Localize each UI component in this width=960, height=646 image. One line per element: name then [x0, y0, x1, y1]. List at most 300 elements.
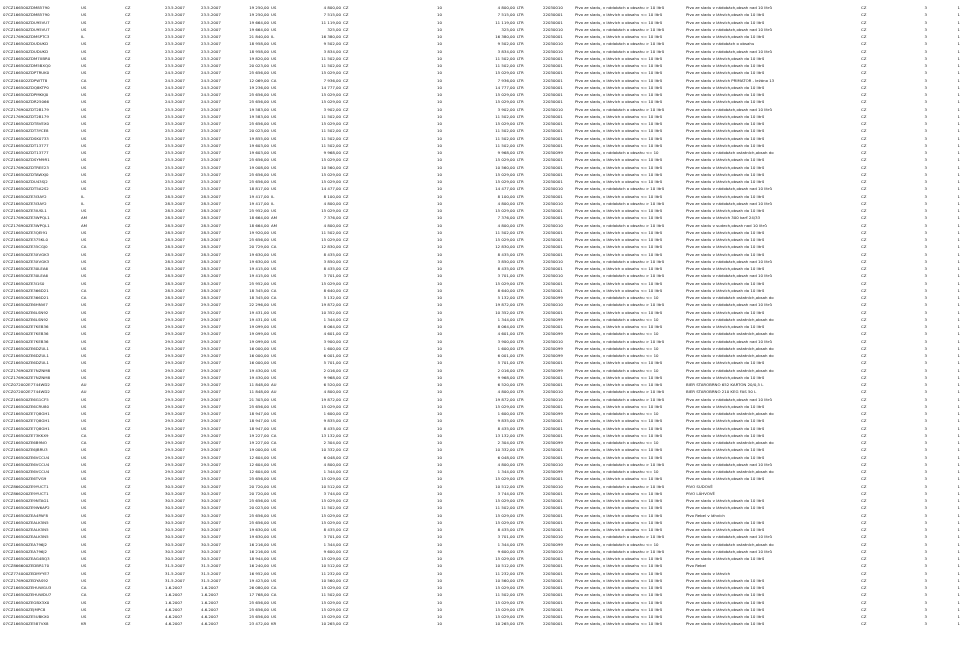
- acceptance-date-cell: 30.5.2007: [165, 483, 185, 489]
- value-country-cell: CZ: [343, 26, 349, 32]
- value-cell: 1 600,00: [323, 411, 341, 416]
- code-10-cell: 10: [437, 309, 442, 315]
- tariff-code-cell: 22030099: [543, 331, 563, 337]
- release-date-cell: 24.5.2007: [201, 70, 221, 76]
- flag-cell: 1: [957, 599, 960, 605]
- declaration-id-cell: 07CZ166500ZDUDUKD: [3, 41, 49, 47]
- table-row: [0, 381, 960, 388]
- declaration-id-cell: 07CZ166500ZEAG4BQ3: [3, 556, 50, 561]
- flag-cell: 1: [957, 186, 960, 192]
- table-row: [0, 229, 960, 236]
- goods-description-cell: Pivo ze sladu v nádobách ostatních,obsah do: [686, 150, 774, 155]
- table-row: [0, 388, 960, 395]
- country-of-destination-cell: CA: [81, 244, 87, 250]
- value-cell: 8 435,00: [323, 425, 341, 431]
- amount-country-cell: US: [271, 63, 277, 68]
- table-row: [0, 294, 960, 301]
- acceptance-date-cell: 29.5.2007: [165, 454, 185, 460]
- code-10-cell: 10: [437, 55, 442, 61]
- release-date-cell: 31.5.2007: [201, 563, 221, 569]
- country-of-destination-cell: US: [81, 309, 87, 315]
- table-row: [0, 193, 960, 200]
- country-of-destination-cell: US: [81, 447, 87, 453]
- amount-country-cell: US: [271, 454, 277, 460]
- value-country-cell: CZ: [343, 461, 349, 467]
- tariff-description-cell: Pivo ze sladu, v nádobách o obsahu > 10 litrů: [575, 302, 665, 308]
- country-of-destination-cell: US: [81, 258, 87, 264]
- goods-description-cell: Pivo ze sladu v láhvích,obsah do 10 litrů: [686, 592, 765, 598]
- flag-cell: 1: [957, 70, 960, 76]
- quantity-cell: 14 777,00: [495, 84, 515, 90]
- flag-cell: 1: [957, 142, 960, 148]
- country-of-origin-cell: CZ: [125, 577, 131, 583]
- code-10-cell: 10: [437, 258, 442, 264]
- gross-amount-cell: 19 099,00: [249, 338, 269, 344]
- table-row: [0, 265, 960, 272]
- goods-description-cell: Pivo ze sladu v láhvích,obsah do 10 litrů: [686, 498, 765, 503]
- release-date-cell: 28.5.2007: [201, 200, 221, 206]
- country-of-origin-cell: CZ: [125, 164, 131, 170]
- release-date-cell: 29.5.2007: [201, 345, 221, 351]
- tariff-code-cell: 22030099: [543, 316, 563, 322]
- goods-description-cell: Pivo ze sladu v láhvích,obsah do 10 litrů: [686, 266, 765, 271]
- goods-description-cell: Pivo ze sladu v nádobách,obsah nad 10 litrů: [686, 273, 772, 279]
- flag-cell: 1: [957, 563, 960, 569]
- goods-description-cell: Pivo ze sladu v láhvích,obsah do 10 litrů: [686, 55, 765, 61]
- amount-country-cell: US: [271, 302, 277, 308]
- declaration-id-cell: 07CZ166500ZDM85790: [3, 12, 50, 18]
- code-10-cell: 10: [437, 389, 442, 395]
- country-of-destination-cell: US: [81, 454, 87, 460]
- regime-cell: 3: [924, 592, 927, 598]
- tariff-code-cell: 22030001: [543, 527, 563, 532]
- country-of-origin-cell: CZ: [125, 396, 131, 402]
- value-cell: 2 016,00: [323, 367, 341, 373]
- tariff-description-cell: Pivo ze sladu, v láhvích o obsahu <= 10 litrů: [575, 309, 663, 315]
- gross-amount-cell: 25 656,00: [249, 157, 269, 163]
- flag-cell: 1: [957, 411, 960, 416]
- country-of-destination-cell: US: [81, 563, 87, 569]
- country-of-destination-cell: CA: [81, 432, 87, 438]
- unit-cell: LTR: [517, 258, 524, 264]
- amount-country-cell: US: [271, 164, 277, 170]
- gross-amount-cell: 18 345,00: [249, 287, 269, 293]
- declaration-id-cell: 07CZ166500ZDQ8KTP0: [3, 84, 49, 90]
- acceptance-date-cell: 23.5.2007: [165, 41, 185, 47]
- regime-cell: 3: [924, 258, 927, 264]
- code-10-cell: 10: [437, 498, 442, 503]
- table-row: [0, 468, 960, 475]
- origin-country-cell: CZ: [861, 570, 867, 576]
- amount-country-cell: US: [271, 280, 277, 286]
- acceptance-date-cell: 24.5.2007: [165, 92, 185, 97]
- amount-country-cell: US: [271, 113, 277, 119]
- country-of-origin-cell: CZ: [125, 200, 131, 206]
- acceptance-date-cell: 30.5.2007: [165, 541, 185, 547]
- tariff-description-cell: Pivo ze sladu, v láhvích o obsahu <= 10 litrů: [575, 599, 663, 605]
- origin-country-cell: CZ: [861, 432, 867, 438]
- flag-cell: 1: [957, 367, 960, 373]
- regime-cell: 3: [924, 113, 927, 119]
- origin-country-cell: CZ: [861, 360, 867, 366]
- country-of-destination-cell: US: [81, 128, 87, 134]
- flag-cell: 1: [957, 396, 960, 402]
- amount-country-cell: US: [271, 157, 277, 163]
- quantity-cell: 15 029,00: [495, 179, 515, 184]
- tariff-code-cell: 22030010: [543, 389, 563, 395]
- origin-country-cell: CZ: [861, 106, 867, 112]
- unit-cell: LTR: [517, 55, 524, 61]
- tariff-description-cell: Pivo ze sladu, v láhvích o obsahu <= 10 litrů: [575, 527, 663, 532]
- country-of-origin-cell: CZ: [125, 447, 131, 453]
- tariff-description-cell: Pivo ze sladu, v nádobách o obsahu > 10 litrů: [575, 389, 665, 395]
- country-of-destination-cell: IL: [81, 34, 85, 39]
- declaration-id-cell: 07CZ166500ZE6HNVI7: [3, 302, 48, 308]
- tariff-description-cell: Pivo ze sladu, v nádobách o obsahu <= 10: [575, 411, 659, 416]
- tariff-code-cell: 22030010: [543, 338, 563, 344]
- unit-cell: LTR: [517, 476, 524, 482]
- value-country-cell: CZ: [343, 345, 349, 351]
- declaration-id-cell: 07CZ176900ZDT2B179: [3, 106, 49, 112]
- tariff-description-cell: Pivo ze sladu, v nádobách o obsahu > 10 litrů: [575, 396, 665, 402]
- regime-cell: 3: [924, 92, 927, 97]
- value-cell: 3 744,00: [323, 490, 341, 496]
- origin-country-cell: CZ: [861, 99, 867, 105]
- country-of-destination-cell: US: [81, 12, 87, 18]
- gross-amount-cell: 19 630,00: [249, 534, 269, 540]
- country-of-origin-cell: CZ: [125, 5, 131, 10]
- origin-country-cell: CZ: [861, 273, 867, 279]
- value-cell: 15 029,00: [321, 280, 341, 286]
- origin-country-cell: CZ: [861, 266, 867, 271]
- amount-country-cell: US: [271, 519, 277, 525]
- origin-country-cell: CZ: [861, 193, 867, 199]
- acceptance-date-cell: 25.5.2007: [165, 121, 185, 126]
- country-of-destination-cell: US: [81, 527, 87, 532]
- flag-cell: 1: [957, 280, 960, 286]
- value-cell: 9 600,00: [323, 548, 341, 554]
- amount-country-cell: US: [271, 403, 277, 409]
- country-of-origin-cell: CZ: [125, 425, 131, 431]
- flag-cell: 1: [957, 454, 960, 460]
- value-country-cell: CZ: [343, 418, 349, 424]
- value-country-cell: CZ: [343, 55, 349, 61]
- gross-amount-cell: 11 848,00: [249, 382, 269, 387]
- quantity-cell: 3 900,00: [497, 338, 515, 344]
- tariff-code-cell: 22030001: [543, 476, 563, 482]
- acceptance-date-cell: 24.5.2007: [165, 99, 185, 105]
- tariff-description-cell: Pivo ze sladu, v láhvích o obsahu <= 10 litrů: [575, 287, 663, 293]
- tariff-code-cell: 22030001: [543, 324, 563, 329]
- acceptance-date-cell: 23.5.2007: [165, 26, 185, 32]
- flag-cell: 1: [957, 19, 960, 25]
- flag-cell: 1: [957, 295, 960, 300]
- tariff-code-cell: 22030010: [543, 548, 563, 554]
- goods-description-cell: Pivo ze sladu v láhvích: [686, 570, 731, 576]
- declaration-id-cell: 07CZ166500ZE3I3AY2: [3, 200, 47, 206]
- declaration-id-cell: 07CZ166500ZEA796J2: [3, 541, 48, 547]
- value-country-cell: CZ: [343, 171, 349, 177]
- unit-cell: LTR: [517, 193, 524, 199]
- origin-country-cell: CZ: [861, 599, 867, 605]
- regime-cell: 3: [924, 614, 927, 619]
- country-of-destination-cell: US: [81, 55, 87, 61]
- value-cell: 11 232,00: [321, 570, 341, 576]
- acceptance-date-cell: 25.5.2007: [165, 113, 185, 119]
- goods-description-cell: Pivo Rebel: [686, 563, 707, 569]
- code-10-cell: 10: [437, 563, 442, 569]
- country-of-destination-cell: US: [81, 63, 87, 68]
- origin-country-cell: CZ: [861, 200, 867, 206]
- code-10-cell: 10: [437, 556, 442, 561]
- quantity-cell: 9 600,00: [497, 548, 515, 554]
- regime-cell: 3: [924, 331, 927, 337]
- amount-country-cell: CA: [271, 295, 277, 300]
- country-of-destination-cell: CA: [81, 592, 87, 598]
- tariff-description-cell: Pivo ze sladu, v láhvích o obsahu <= 10 litrů: [575, 324, 663, 329]
- tariff-description-cell: Pivo ze sladu, v láhvích o obsahu <= 10 litrů: [575, 454, 663, 460]
- table-row: [0, 461, 960, 468]
- flag-cell: 1: [957, 498, 960, 503]
- flag-cell: 1: [957, 527, 960, 532]
- flag-cell: 1: [957, 476, 960, 482]
- code-10-cell: 10: [437, 106, 442, 112]
- release-date-cell: 24.5.2007: [201, 92, 221, 97]
- release-date-cell: 29.5.2007: [201, 396, 221, 402]
- value-country-cell: CZ: [343, 186, 349, 192]
- acceptance-date-cell: 28.5.2007: [165, 193, 185, 199]
- release-date-cell: 29.5.2007: [201, 316, 221, 322]
- declaration-id-cell: 07CZ176900ZE3WPQL1: [3, 215, 50, 221]
- acceptance-date-cell: 25.5.2007: [165, 171, 185, 177]
- release-date-cell: 28.5.2007: [201, 229, 221, 235]
- origin-country-cell: CZ: [861, 389, 867, 395]
- goods-description-cell: Pivo ze sladu v nádobách,obsah nad 10 litrů: [686, 258, 772, 264]
- table-row: [0, 287, 960, 294]
- declaration-id-cell: 07CZ166500ZDUDUKD: [3, 48, 49, 54]
- tariff-code-cell: 22030001: [543, 287, 563, 293]
- table-row: [0, 316, 960, 323]
- gross-amount-cell: 18 817,00: [249, 186, 269, 192]
- declaration-id-cell: 07CZ166500ZEALK5N5: [3, 527, 49, 532]
- unit-cell: LTR: [517, 179, 524, 184]
- amount-country-cell: US: [271, 353, 277, 358]
- tariff-code-cell: 22030001: [543, 208, 563, 213]
- value-country-cell: CZ: [343, 128, 349, 134]
- tariff-code-cell: 22030001: [543, 34, 563, 39]
- acceptance-date-cell: 23.5.2007: [165, 55, 185, 61]
- quantity-cell: 10 560,00: [495, 577, 515, 583]
- country-of-destination-cell: US: [81, 556, 87, 561]
- gross-amount-cell: 11 848,00: [249, 389, 269, 395]
- quantity-cell: 14 477,00: [495, 186, 515, 192]
- goods-description-cell: Pivo ze sladu v láhvích,obsah do 10 litrů: [686, 135, 765, 141]
- regime-cell: 3: [924, 179, 927, 184]
- country-of-destination-cell: US: [81, 142, 87, 148]
- quantity-cell: 19 872,00: [495, 396, 515, 402]
- gross-amount-cell: 25 656,00: [249, 99, 269, 105]
- quantity-cell: 6 520,00: [497, 382, 515, 387]
- code-10-cell: 10: [437, 193, 442, 199]
- country-of-destination-cell: US: [81, 179, 87, 184]
- flag-cell: 1: [957, 447, 960, 453]
- origin-country-cell: CZ: [861, 26, 867, 32]
- goods-description-cell: Pivo ze sladu v láhvích,obsah do 10 litrů: [686, 84, 765, 90]
- regime-cell: 3: [924, 34, 927, 39]
- country-of-destination-cell: US: [81, 403, 87, 409]
- gross-amount-cell: 18 947,00: [249, 411, 269, 416]
- flag-cell: 1: [957, 324, 960, 329]
- release-date-cell: 29.5.2007: [201, 411, 221, 416]
- release-date-cell: 29.5.2007: [201, 374, 221, 380]
- country-of-origin-cell: CZ: [125, 454, 131, 460]
- declaration-id-cell: 07CZ176900ZE7NZNM8: [3, 374, 51, 380]
- value-cell: 8 435,00: [323, 251, 341, 257]
- amount-country-cell: CA: [271, 440, 277, 445]
- declaration-id-cell: 07CZ166500ZDM5BXQ0: [3, 63, 51, 68]
- value-cell: 11 119,00: [321, 19, 341, 25]
- origin-country-cell: CZ: [861, 84, 867, 90]
- origin-country-cell: CZ: [861, 505, 867, 511]
- value-country-cell: CZ: [343, 382, 349, 387]
- country-of-origin-cell: CZ: [125, 273, 131, 279]
- value-country-cell: CZ: [343, 556, 349, 561]
- tariff-description-cell: Pivo ze sladu, v láhvích o obsahu <= 10 litrů: [575, 77, 663, 83]
- code-10-cell: 10: [437, 135, 442, 141]
- country-of-origin-cell: CZ: [125, 70, 131, 76]
- value-country-cell: CZ: [343, 331, 349, 337]
- goods-description-cell: Pivo ze sladu v nádobách,obsah nad 10 litrů: [686, 338, 772, 344]
- gross-amount-cell: 19 417,00: [249, 200, 269, 206]
- quantity-cell: 8 435,00: [497, 251, 515, 257]
- country-of-origin-cell: CZ: [125, 99, 131, 105]
- flag-cell: 1: [957, 621, 960, 627]
- tariff-description-cell: Pivo ze sladu, v nádobách o obsahu <= 10: [575, 353, 659, 358]
- value-cell: 16 380,00: [321, 34, 341, 39]
- release-date-cell: 29.5.2007: [201, 324, 221, 329]
- release-date-cell: 24.5.2007: [201, 84, 221, 90]
- code-10-cell: 10: [437, 99, 442, 105]
- amount-country-cell: US: [271, 150, 277, 155]
- unit-cell: LTR: [517, 26, 524, 32]
- amount-country-cell: US: [271, 505, 277, 511]
- declaration-id-cell: 07CZ166500ZE5UBKX0: [3, 614, 49, 619]
- regime-cell: 3: [924, 360, 927, 366]
- code-10-cell: 10: [437, 483, 442, 489]
- acceptance-date-cell: 24.5.2007: [165, 77, 185, 83]
- value-country-cell: CZ: [343, 179, 349, 184]
- regime-cell: 3: [924, 106, 927, 112]
- origin-country-cell: CZ: [861, 142, 867, 148]
- table-row: [0, 417, 960, 424]
- value-country-cell: CZ: [343, 512, 349, 518]
- origin-country-cell: CZ: [861, 338, 867, 344]
- amount-country-cell: US: [271, 548, 277, 554]
- country-of-origin-cell: CZ: [125, 483, 131, 489]
- acceptance-date-cell: 4.6.2007: [165, 621, 183, 627]
- tariff-code-cell: 22030001: [543, 498, 563, 503]
- declaration-id-cell: 07CZ166500ZDU95VU7: [3, 26, 50, 32]
- tariff-code-cell: 22030001: [543, 135, 563, 141]
- gross-amount-cell: 25 656,00: [249, 512, 269, 518]
- goods-description-cell: Pivo ze sladu v láhvích 300 karť 24/33: [686, 215, 761, 221]
- declaration-id-cell: 07CZ866200ZE9YUCT1: [3, 483, 49, 489]
- quantity-cell: 2 304,00: [497, 440, 515, 445]
- tariff-description-cell: Pivo ze sladu, v nádobách o obsahu <= 10: [575, 541, 659, 547]
- declaration-id-cell: 07CZ166500ZE6LSN92: [3, 316, 49, 322]
- goods-description-cell: Pivo ze sladu v láhvích,obsah do 10 litrů: [686, 374, 765, 380]
- value-country-cell: CZ: [343, 309, 349, 315]
- declaration-id-cell: 07CZ166500ZEA796J2: [3, 548, 48, 554]
- tariff-code-cell: 22030001: [543, 403, 563, 409]
- quantity-cell: 9 835,00: [497, 418, 515, 424]
- regime-cell: 3: [924, 490, 927, 496]
- origin-country-cell: CZ: [861, 461, 867, 467]
- goods-description-cell: Pivo ze sladu v láhvích,obsah do 10 litrů: [686, 19, 765, 25]
- value-cell: 3 850,00: [323, 258, 341, 264]
- quantity-cell: 8 064,00: [497, 324, 515, 329]
- table-row: [0, 214, 960, 221]
- table-row: [0, 359, 960, 366]
- unit-cell: LTR: [517, 309, 524, 315]
- value-cell: 11 502,00: [321, 142, 341, 148]
- gross-amount-cell: 19 099,00: [249, 324, 269, 329]
- table-row: [0, 323, 960, 330]
- amount-country-cell: US: [271, 331, 277, 337]
- code-10-cell: 10: [437, 440, 442, 445]
- country-of-origin-cell: CZ: [125, 41, 131, 47]
- origin-country-cell: CZ: [861, 251, 867, 257]
- unit-cell: LTR: [517, 302, 524, 308]
- quantity-cell: 9 502,00: [497, 41, 515, 47]
- value-cell: 15 029,00: [321, 476, 341, 482]
- tariff-description-cell: Pivo ze sladu, v láhvích o obsahu <= 10 litrů: [575, 374, 663, 380]
- acceptance-date-cell: 23.5.2007: [165, 63, 185, 68]
- unit-cell: LTR: [517, 48, 524, 54]
- amount-country-cell: US: [271, 229, 277, 235]
- table-row: [0, 454, 960, 461]
- declaration-id-cell: 07CZ166500ZDM85790: [3, 5, 50, 10]
- unit-cell: LTR: [517, 345, 524, 351]
- origin-country-cell: CZ: [861, 324, 867, 329]
- code-10-cell: 10: [437, 41, 442, 47]
- acceptance-date-cell: 28.5.2007: [165, 280, 185, 286]
- amount-country-cell: US: [271, 461, 277, 467]
- acceptance-date-cell: 29.5.2007: [165, 353, 185, 358]
- goods-description-cell: Pivo ze sladu v láhvích,obsah do 10 litrů: [686, 99, 765, 105]
- gross-amount-cell: 19 250,00: [249, 5, 269, 10]
- table-row: [0, 200, 960, 207]
- origin-country-cell: CZ: [861, 295, 867, 300]
- acceptance-date-cell: 29.5.2007: [165, 418, 185, 424]
- origin-country-cell: CZ: [861, 179, 867, 184]
- value-cell: 5 132,00: [323, 295, 341, 300]
- acceptance-date-cell: 30.5.2007: [165, 519, 185, 525]
- flag-cell: 1: [957, 157, 960, 163]
- table-row: [0, 555, 960, 562]
- tariff-code-cell: 22030001: [543, 599, 563, 605]
- tariff-description-cell: Pivo ze sladu, v láhvích o obsahu <= 10 litrů: [575, 476, 663, 482]
- goods-description-cell: Pivo ze sladu v láhvích,obsah do 10 litrů: [686, 12, 765, 18]
- release-date-cell: 1.6.2007: [201, 585, 219, 590]
- goods-description-cell: Pivo ze sladu v láhvích,obsah do 10 litrů: [686, 556, 765, 561]
- country-of-destination-cell: US: [81, 418, 87, 424]
- release-date-cell: 25.5.2007: [201, 128, 221, 134]
- table-row: [0, 106, 960, 113]
- code-10-cell: 10: [437, 382, 442, 387]
- release-date-cell: 30.5.2007: [201, 541, 221, 547]
- origin-country-cell: CZ: [861, 621, 867, 627]
